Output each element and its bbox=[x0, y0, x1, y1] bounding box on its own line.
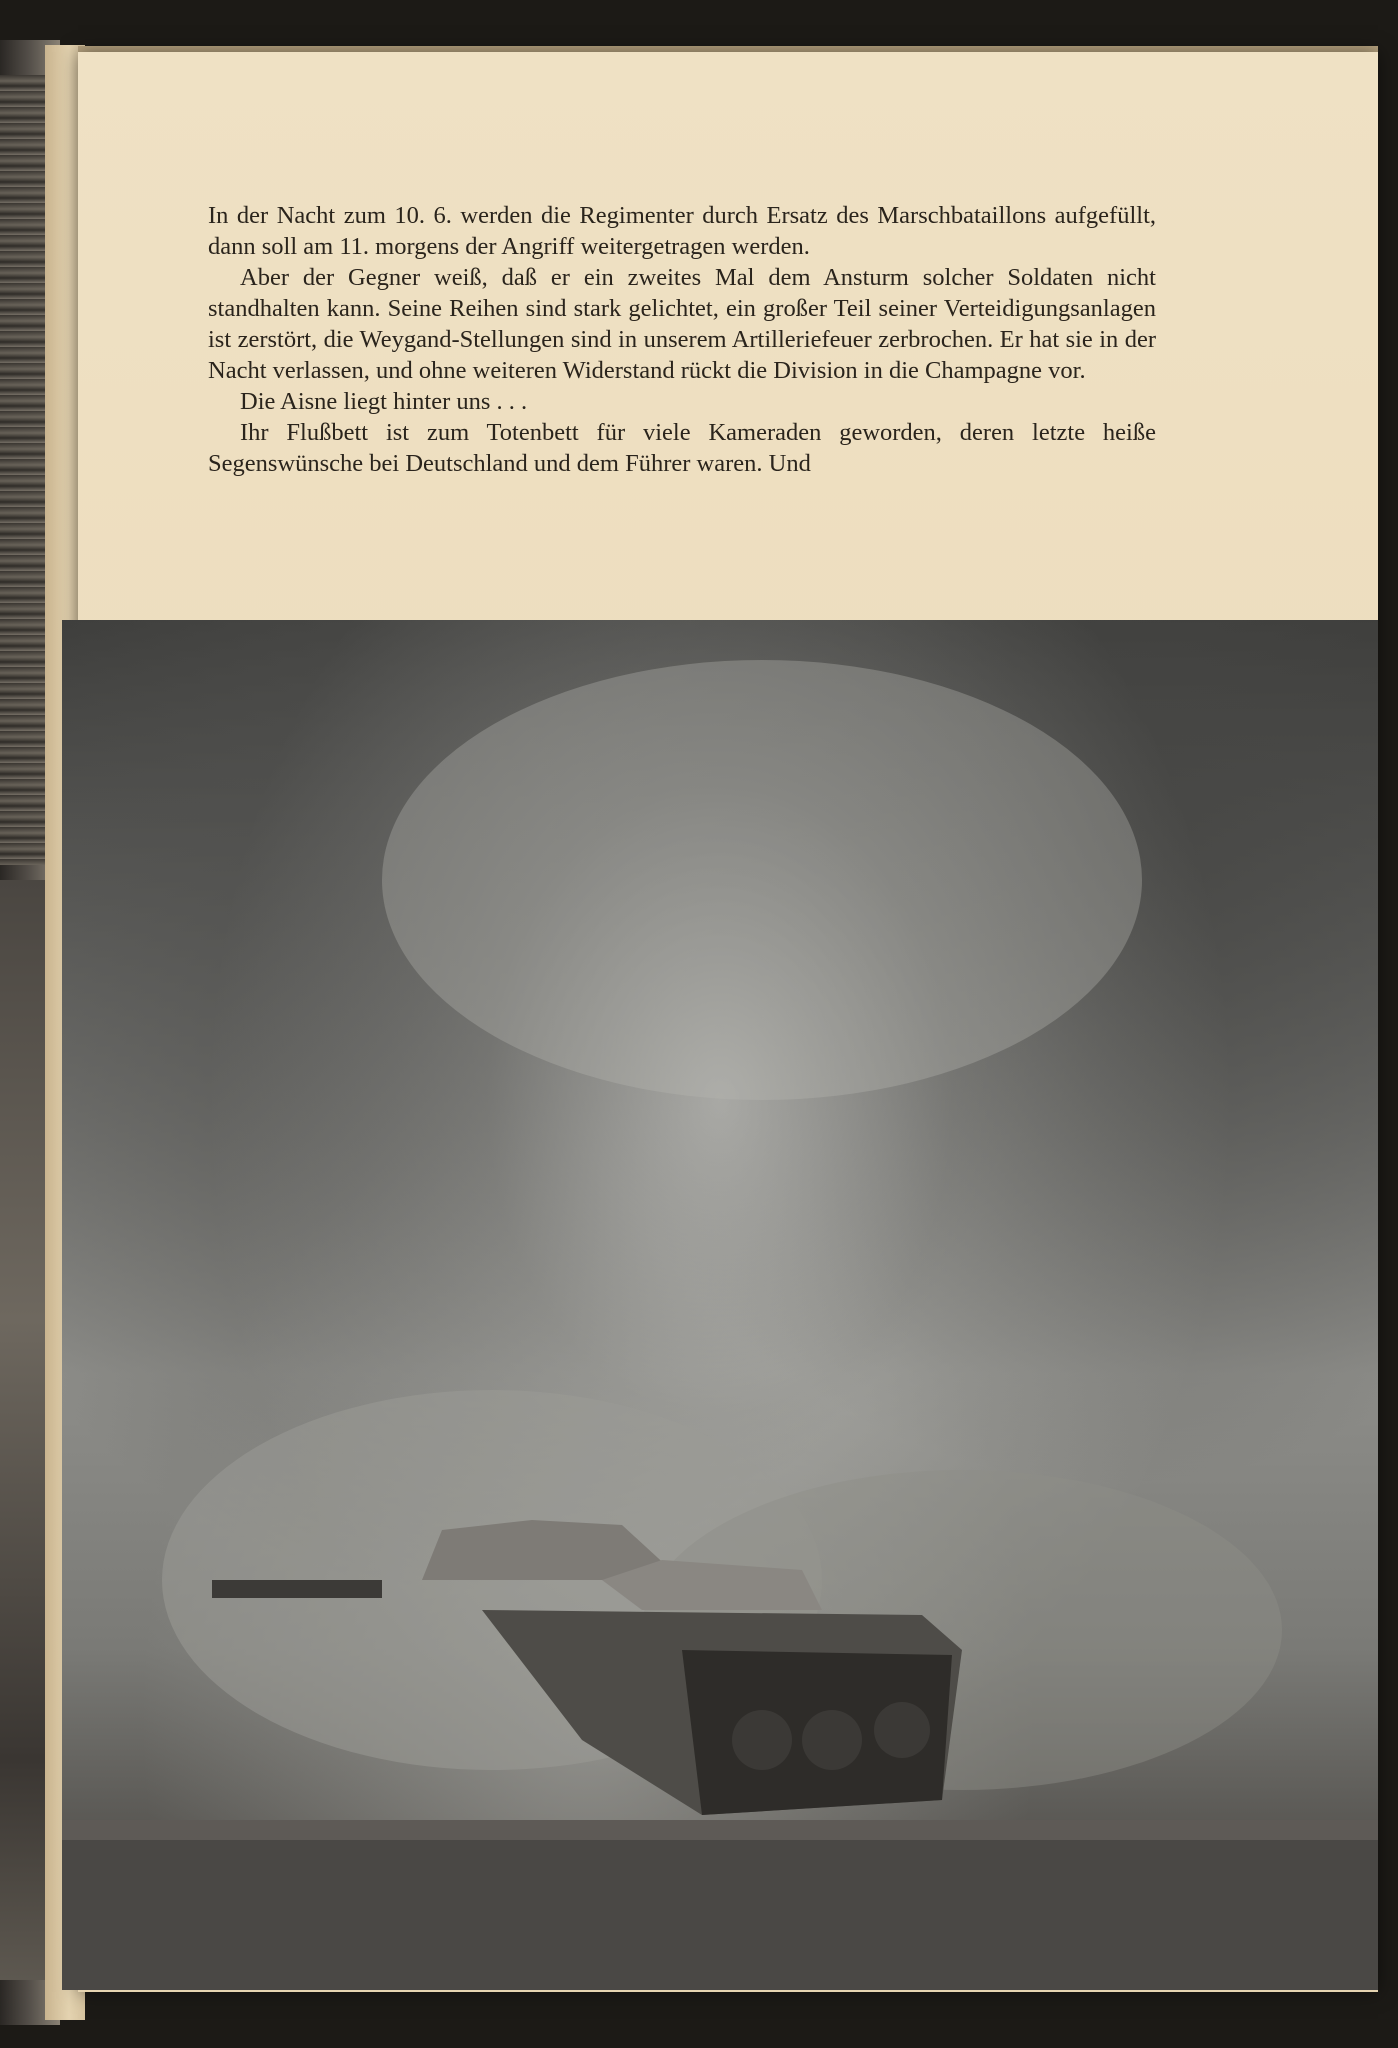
cloud bbox=[382, 660, 1142, 1100]
paragraph-1: In der Nacht zum 10. 6. werden die Regimenter durch Ersatz des Marschbataillons aufgefüllt, dann soll am 11. morgens der Angriff weitergetragen werden. bbox=[208, 202, 1156, 260]
road-wheel bbox=[802, 1710, 862, 1770]
tank-photo-illustration bbox=[62, 620, 1378, 1990]
paragraph-3: Die Aisne liegt hinter uns . . . bbox=[240, 388, 528, 415]
tank-photo bbox=[62, 620, 1378, 1990]
facing-page-photo bbox=[0, 75, 50, 865]
paragraph-4: Ihr Flußbett ist zum Totenbett für viele Kameraden geworden, deren letzte heiße Segenswünsche bei Deutschland und dem Führer waren. Und bbox=[208, 419, 1156, 477]
body-text bbox=[208, 200, 1156, 479]
ground bbox=[62, 1820, 1378, 1990]
paragraph-2: Aber der Gegner weiß, daß er ein zweites Mal dem Ansturm solcher Soldaten nicht standhalten kann. Seine Reihen sind stark gelichtet, ein großer Teil seiner Verteidigungsanlagen ist zerstört, die Weygand-Stellungen sind in unserem Artilleriefeuer zerbrochen. Er hat sie in der Nacht verlassen, und ohne weiteren Widerstand rückt die Division in die Champagne vor. bbox=[208, 264, 1156, 384]
road-wheel bbox=[732, 1710, 792, 1770]
road-wheel bbox=[874, 1702, 930, 1758]
tank-gun bbox=[212, 1580, 382, 1598]
